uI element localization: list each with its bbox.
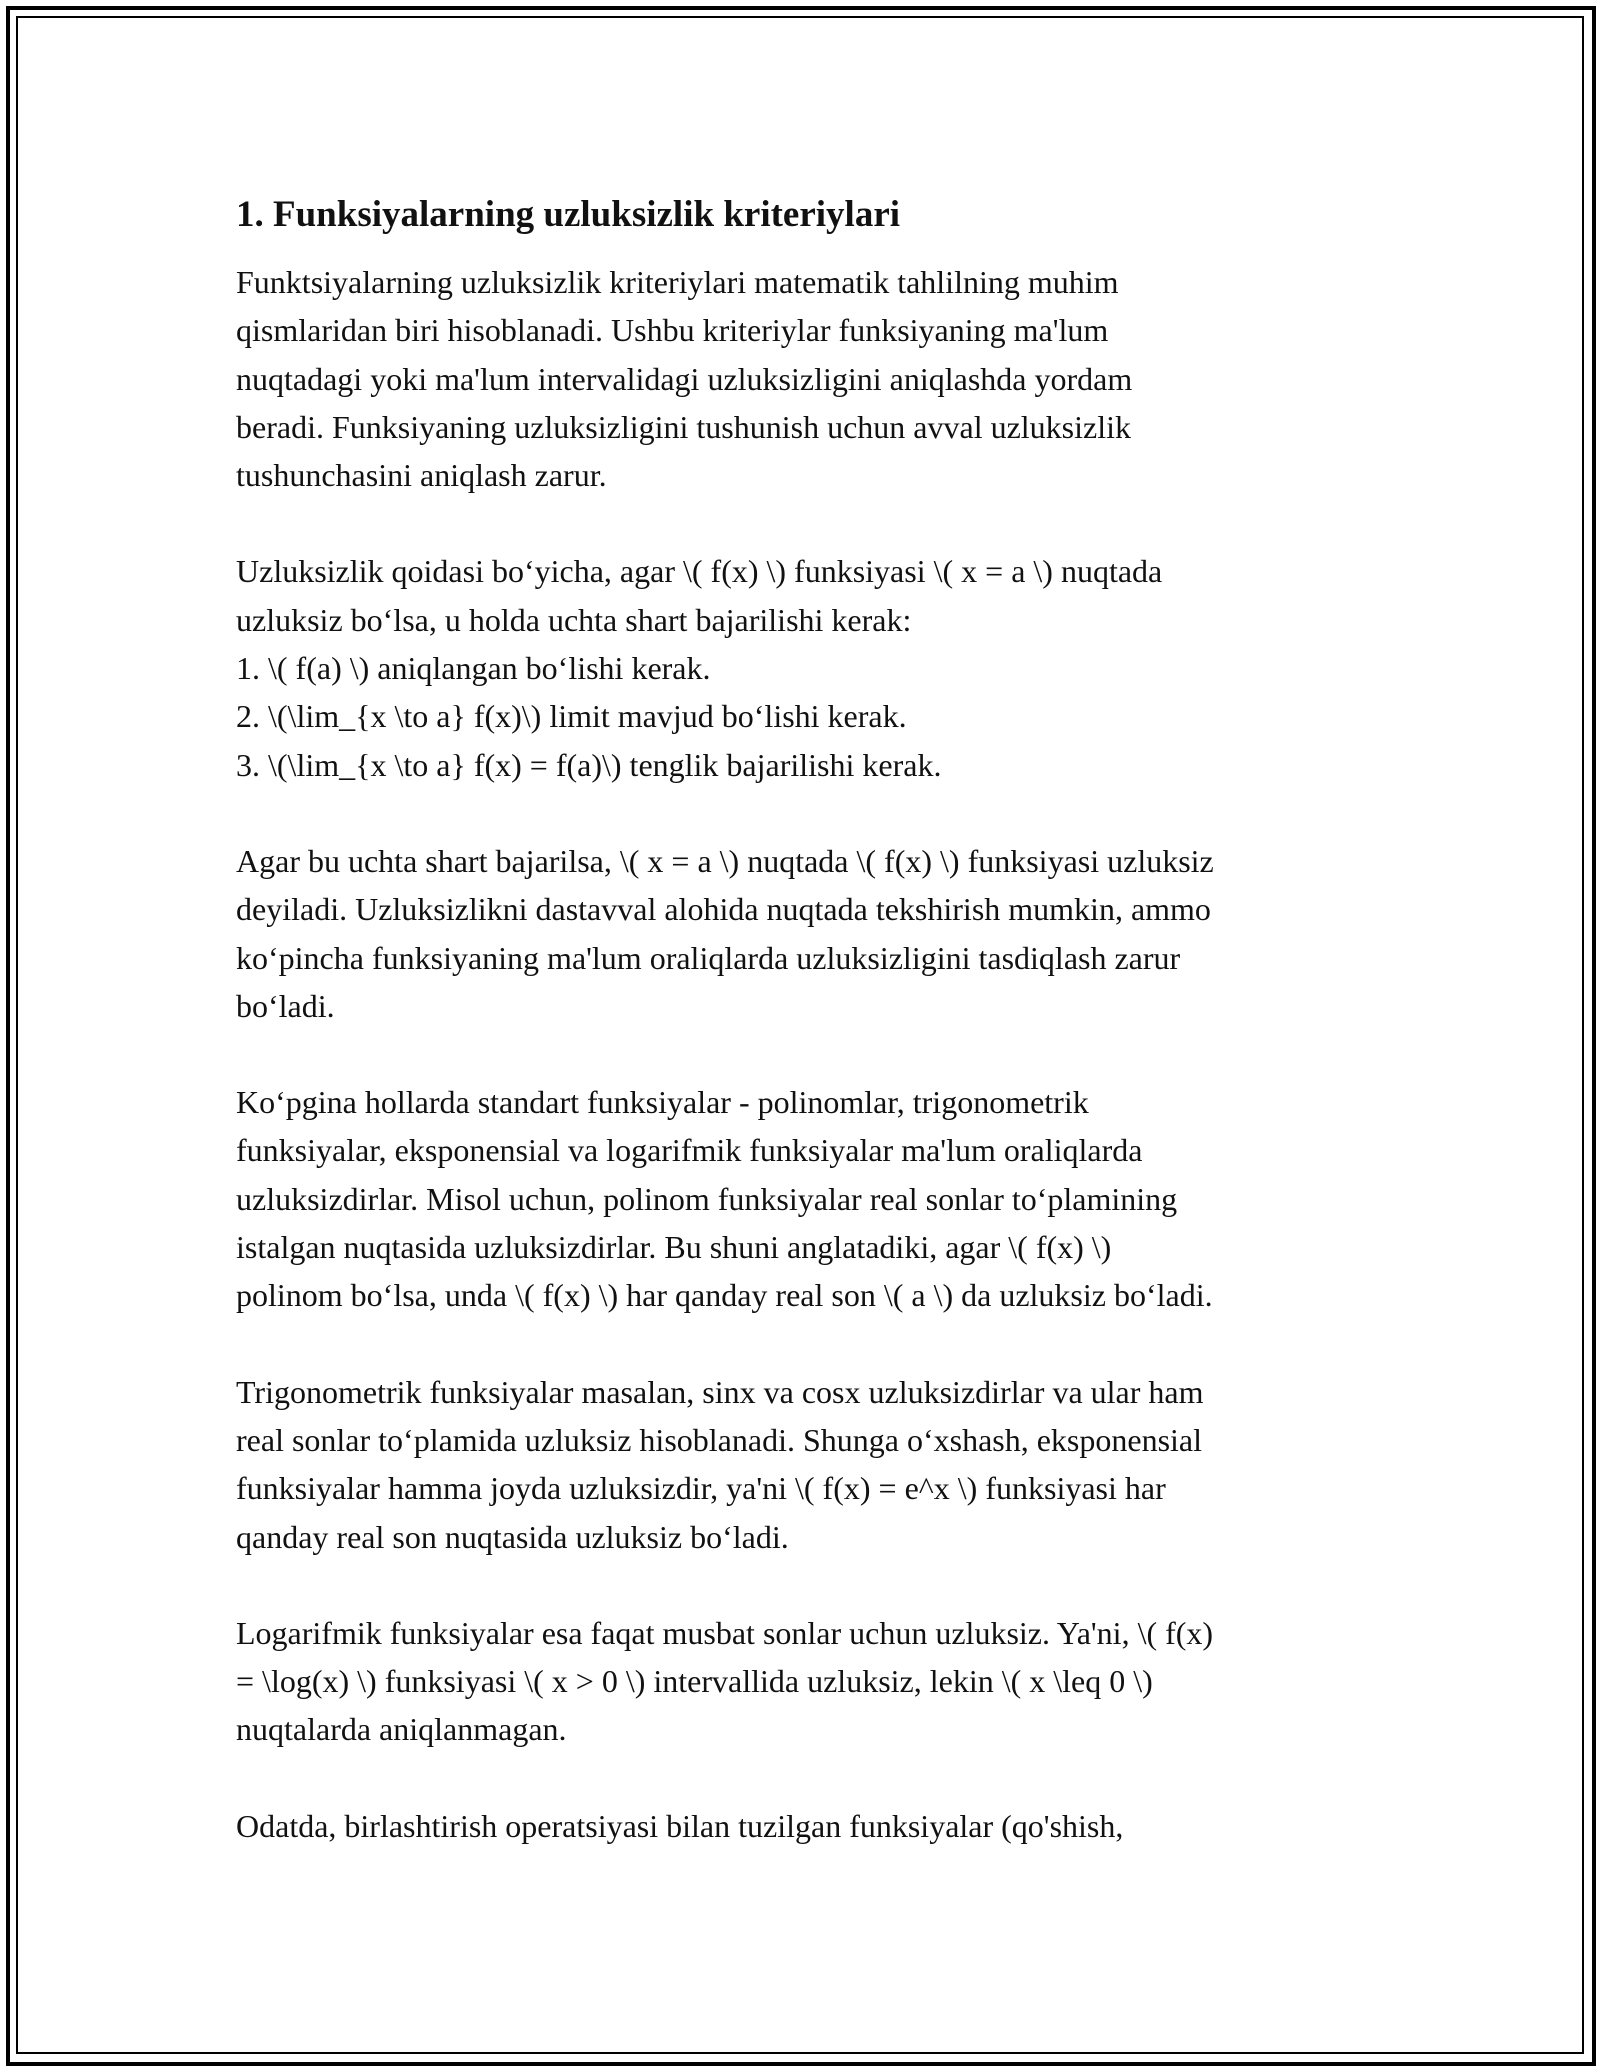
document-body — [236, 186, 1366, 1898]
text-line: Funktsiyalarning uzluksizlik kriteriylari matematik tahlilning muhim — [236, 264, 1119, 300]
text-line: bo‘ladi. — [236, 987, 335, 1024]
paragraph-1 — [236, 258, 1366, 499]
paragraph-7 — [236, 1802, 1366, 1850]
text-line: funksiyalar hamma joyda uzluksizdir, ya'ni \( f(x) = e^x \) funksiyasi har — [236, 1470, 1166, 1507]
text-line: istalgan nuqtasida uzluksizdirlar. Bu shuni anglatadiki, agar \( f(x) \) — [236, 1229, 1112, 1266]
text-line: qismlaridan biri hisoblanadi. Ushbu kriteriylar funksiyaning ma'lum — [236, 312, 1109, 349]
text-line: real sonlar to‘plamida uzluksiz hisoblanadi. Shunga o‘xshash, eksponensial — [236, 1421, 1203, 1458]
text-line: Uzluksizlik qoidasi bo‘yicha, agar \( f(x) \) funksiyasi \( x = a \) nuqtada — [236, 553, 1163, 590]
text-line: funksiyalar, eksponensial va logarifmik funksiyalar ma'lum oraliqlarda — [236, 1132, 1143, 1169]
text-line: qanday real son nuqtasida uzluksiz bo‘ladi. — [236, 1518, 789, 1555]
text-line: Ko‘pgina hollarda standart funksiyalar - polinomlar, trigonometrik — [236, 1084, 1089, 1121]
list-item-condition-1: 1. \( f(a) \) aniqlangan bo‘lishi kerak. — [236, 650, 711, 687]
text-line: = \log(x) \) funksiyasi \( x > 0 \) intervallida uzluksiz, lekin \( x \leq 0 \) — [236, 1663, 1153, 1700]
text-line: deyiladi. Uzluksizlikni dastavval alohida nuqtada tekshirish mumkin, ammo — [236, 891, 1211, 928]
text-line: nuqtalarda aniqlanmagan. — [236, 1711, 567, 1748]
paragraph-2 — [236, 547, 1366, 788]
text-line: uzluksizdirlar. Misol uchun, polinom funksiyalar real sonlar to‘plamining — [236, 1180, 1178, 1217]
section-title: 1. Funksiyalarning uzluksizlik kriteriylari — [236, 194, 901, 235]
text-line: Odatda, birlashtirish operatsiyasi bilan tuzilgan funksiyalar (qo'shish, — [236, 1807, 1124, 1844]
paragraph-5 — [236, 1368, 1366, 1561]
text-line: tushunchasini aniqlash zarur. — [236, 457, 607, 494]
text-line: uzluksiz bo‘lsa, u holda uchta shart bajarilishi kerak: — [236, 601, 912, 638]
text-line: Trigonometrik funksiyalar masalan, sinx va cosx uzluksizdirlar va ular ham — [236, 1373, 1204, 1410]
text-line: Agar bu uchta shart bajarilsa, \( x = a \) nuqtada \( f(x) \) funksiyasi uzluksiz — [236, 842, 1214, 879]
list-item-condition-3: 3. \(\lim_{x \to a} f(x) = f(a)\) tenglik bajarilishi kerak. — [236, 746, 942, 783]
text-line: beradi. Funksiyaning uzluksizligini tushunish uchun avval uzluksizlik — [236, 408, 1131, 445]
paragraph-6 — [236, 1609, 1366, 1754]
paragraph-3 — [236, 837, 1366, 1030]
list-item-condition-2: 2. \(\lim_{x \to a} f(x)\) limit mavjud bo‘lishi kerak. — [236, 698, 907, 735]
text-line: ko‘pincha funksiyaning ma'lum oraliqlarda uzluksizligini tasdiqlash zarur — [236, 939, 1181, 976]
text-line: Logarifmik funksiyalar esa faqat musbat sonlar uchun uzluksiz. Ya'ni, \( f(x) — [236, 1614, 1214, 1651]
text-line: polinom bo‘lsa, unda \( f(x) \) har qanday real son \( a \) da uzluksiz bo‘ladi. — [236, 1277, 1213, 1314]
paragraph-4 — [236, 1078, 1366, 1319]
text-line: nuqtadagi yoki ma'lum intervalidagi uzluksizligini aniqlashda yordam — [236, 360, 1133, 397]
